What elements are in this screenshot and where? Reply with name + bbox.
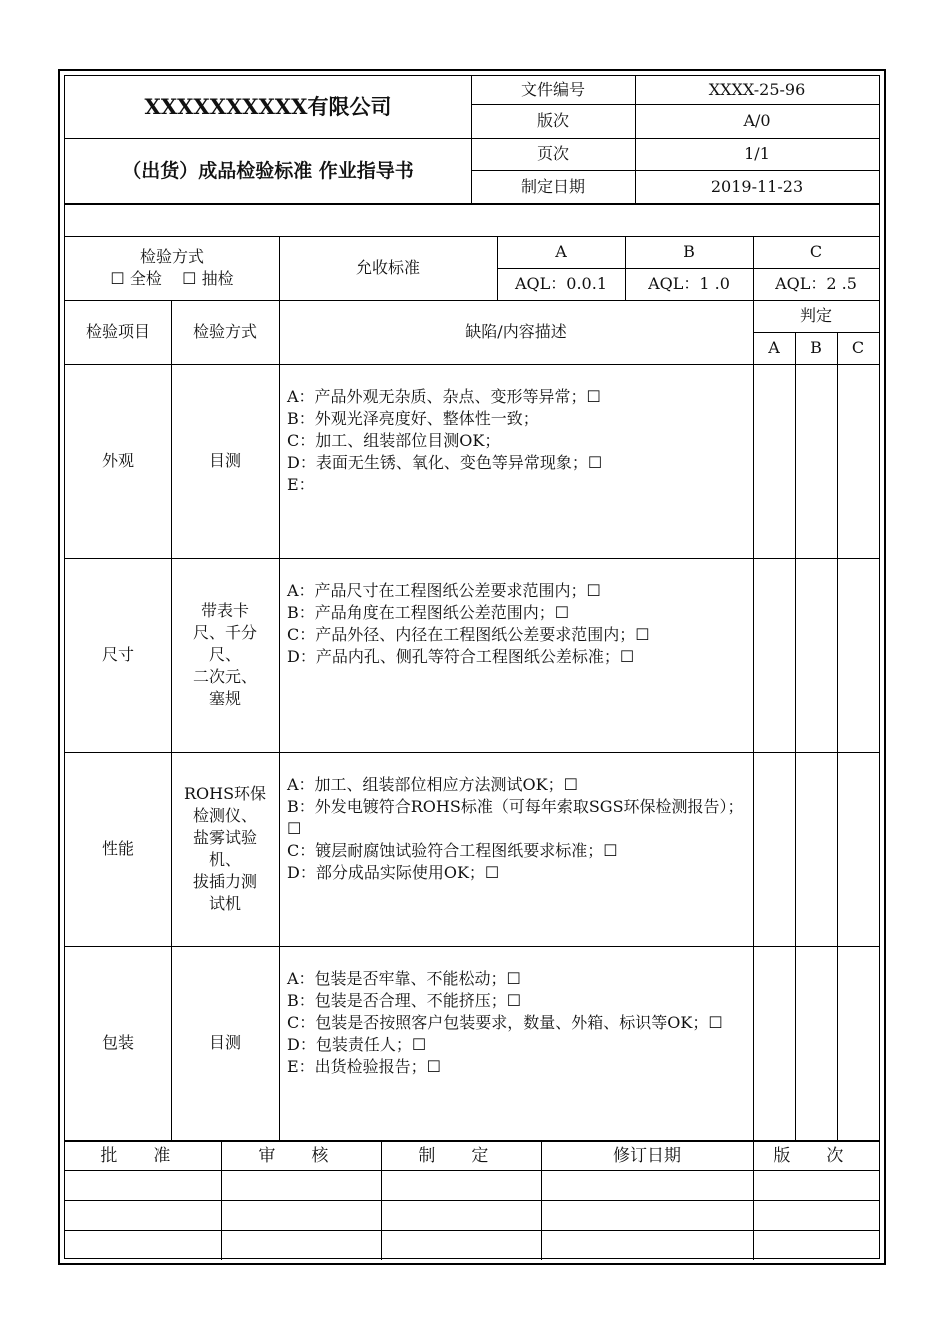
document-title: （出货）成品检验标准 作业指导书 (122, 160, 414, 182)
grid-line (279, 236, 280, 300)
method-line: 拔插力测 (192, 872, 257, 891)
grid-line (753, 236, 754, 300)
footer-revision-date-label: 修订日期 (613, 1146, 681, 1166)
grid-line (65, 558, 879, 559)
field-value-doc-no: XXXX-25-96 (708, 80, 806, 99)
grid-line (381, 1142, 382, 1260)
method-line: 尺、千分 (192, 623, 257, 642)
inspection-method-label: 检验方式 (139, 247, 204, 266)
document-table (64, 75, 880, 1259)
aql-a-value: AQL：0.0.1 (514, 274, 607, 293)
footer-review-label: 审 核 (258, 1146, 344, 1166)
criterion-line: D：部分成品实际使用OK；☐ (287, 863, 500, 882)
criterion-line: A：包装是否牢靠、不能松动；☐ (287, 969, 521, 988)
document-frame (58, 69, 886, 1265)
grid-line (65, 1200, 879, 1201)
field-label-version: 版次 (536, 111, 569, 130)
field-label-page: 页次 (536, 144, 569, 163)
method-line: 目测 (208, 1033, 241, 1052)
criterion-line: D：包装责任人；☐ (287, 1035, 427, 1054)
criterion-line: C：镀层耐腐蚀试验符合工程图纸要求标准；☐ (287, 841, 618, 860)
grid-line (471, 170, 879, 171)
option-sampling-inspection[interactable]: ☐ 抽检 (182, 269, 234, 288)
grid-line (753, 300, 754, 1140)
method-line: 检测仪、 (192, 806, 257, 825)
grid-line (471, 104, 879, 105)
row-dimension-description (287, 580, 753, 668)
row-performance-method (171, 752, 279, 946)
grid-line (65, 946, 879, 947)
company-name: XXXXXXXXXX有限公司 (144, 94, 392, 119)
grid-line (279, 300, 280, 1140)
method-line: 带表卡 (200, 601, 249, 620)
grid-line (497, 236, 498, 300)
field-value-page: 1/1 (744, 144, 770, 163)
grade-c-label: C (809, 242, 823, 261)
grid-line (65, 752, 879, 753)
grade-a-label: A (555, 242, 567, 261)
row-dimension-item: 尺寸 (101, 645, 134, 664)
criterion-line: A：加工、组装部位相应方法测试OK；☐ (287, 775, 578, 794)
column-header-method: 检验方式 (192, 322, 257, 341)
grid-line (65, 1170, 879, 1171)
column-header-judgement: 判定 (799, 306, 832, 325)
row-packaging-description (287, 968, 753, 1078)
row-performance-description (287, 774, 753, 884)
grid-line (221, 1142, 222, 1260)
row-performance-item: 性能 (101, 839, 134, 858)
judgement-c-header: C (851, 338, 865, 357)
criterion-line: A：产品外观无杂质、杂点、变形等异常；☐ (287, 387, 601, 406)
grid-line (65, 203, 879, 205)
row-packaging-method (171, 946, 279, 1140)
criterion-line: B：产品角度在工程图纸公差范围内；☐ (287, 603, 570, 622)
grid-line (541, 1142, 542, 1260)
acceptance-label: 允收标准 (355, 258, 420, 277)
method-line: ROHS环保 (183, 784, 267, 803)
row-packaging-item: 包装 (101, 1033, 134, 1052)
method-line: 二次元、 (192, 667, 257, 686)
criterion-line: D：表面无生锈、氧化、变色等异常现象；☐ (287, 453, 603, 472)
grid-line (635, 76, 636, 204)
row-dimension-method (171, 558, 279, 752)
field-label-doc-no: 文件编号 (520, 80, 585, 99)
footer-prepare-label: 制 定 (418, 1146, 504, 1166)
grid-line (753, 332, 879, 333)
grid-line (471, 76, 472, 204)
method-line: 尺、 (208, 645, 241, 664)
aql-c-value: AQL：2 .5 (775, 274, 857, 293)
method-line: 塞规 (208, 689, 241, 708)
grid-line (65, 364, 879, 365)
aql-b-value: AQL：1 .0 (648, 274, 730, 293)
footer-version-label: 版 次 (773, 1146, 859, 1166)
grid-line (65, 1230, 879, 1231)
criterion-line: C：包装是否按照客户包装要求，数量、外箱、标识等OK；☐ (287, 1013, 723, 1032)
column-header-item: 检验项目 (85, 322, 150, 341)
criterion-line: D：产品内孔、侧孔等符合工程图纸公差标准；☐ (287, 647, 635, 666)
grid-line (65, 300, 879, 301)
grid-line (65, 236, 879, 237)
grid-line (65, 138, 879, 139)
footer-approve-label: 批 准 (100, 1146, 186, 1166)
field-value-date: 2019-11-23 (710, 177, 804, 196)
method-line: 目测 (208, 451, 241, 470)
option-full-inspection[interactable]: ☐ 全检 (110, 269, 162, 288)
inspection-options (110, 268, 233, 290)
column-header-description: 缺陷/内容描述 (465, 322, 567, 341)
grid-line (795, 332, 796, 1140)
inspection-method-box (65, 236, 279, 300)
grid-line (625, 236, 626, 300)
criterion-line: B：包装是否合理、不能挤压；☐ (287, 991, 522, 1010)
grid-line (171, 300, 172, 1140)
grid-line (753, 1142, 754, 1260)
criterion-line: B：外观光泽亮度好、整体性一致； (287, 409, 539, 428)
criterion-line: E： (287, 475, 315, 494)
field-label-date: 制定日期 (520, 177, 585, 196)
criterion-line: E：出货检验报告；☐ (287, 1057, 442, 1076)
row-appearance-method (171, 364, 279, 558)
grid-line (65, 1140, 879, 1142)
criterion-line: B：外发电镀符合ROHS标准（可每年索取SGS环保检测报告）；☐ (287, 797, 744, 838)
row-appearance-description (287, 386, 753, 496)
method-line: 盐雾试验 (192, 828, 257, 847)
criterion-line: C：产品外径、内径在工程图纸公差要求范围内；☐ (287, 625, 650, 644)
method-line: 机、 (208, 850, 241, 869)
judgement-a-header: A (768, 338, 780, 357)
grade-b-label: B (683, 242, 695, 261)
row-appearance-item: 外观 (101, 451, 134, 470)
field-value-version: A/0 (743, 111, 771, 130)
method-line: 试机 (208, 894, 241, 913)
criterion-line: C：加工、组装部位目测OK； (287, 431, 501, 450)
judgement-b-header: B (810, 338, 822, 357)
grid-line (497, 268, 879, 269)
criterion-line: A：产品尺寸在工程图纸公差要求范围内；☐ (287, 581, 601, 600)
grid-line (837, 332, 838, 1140)
